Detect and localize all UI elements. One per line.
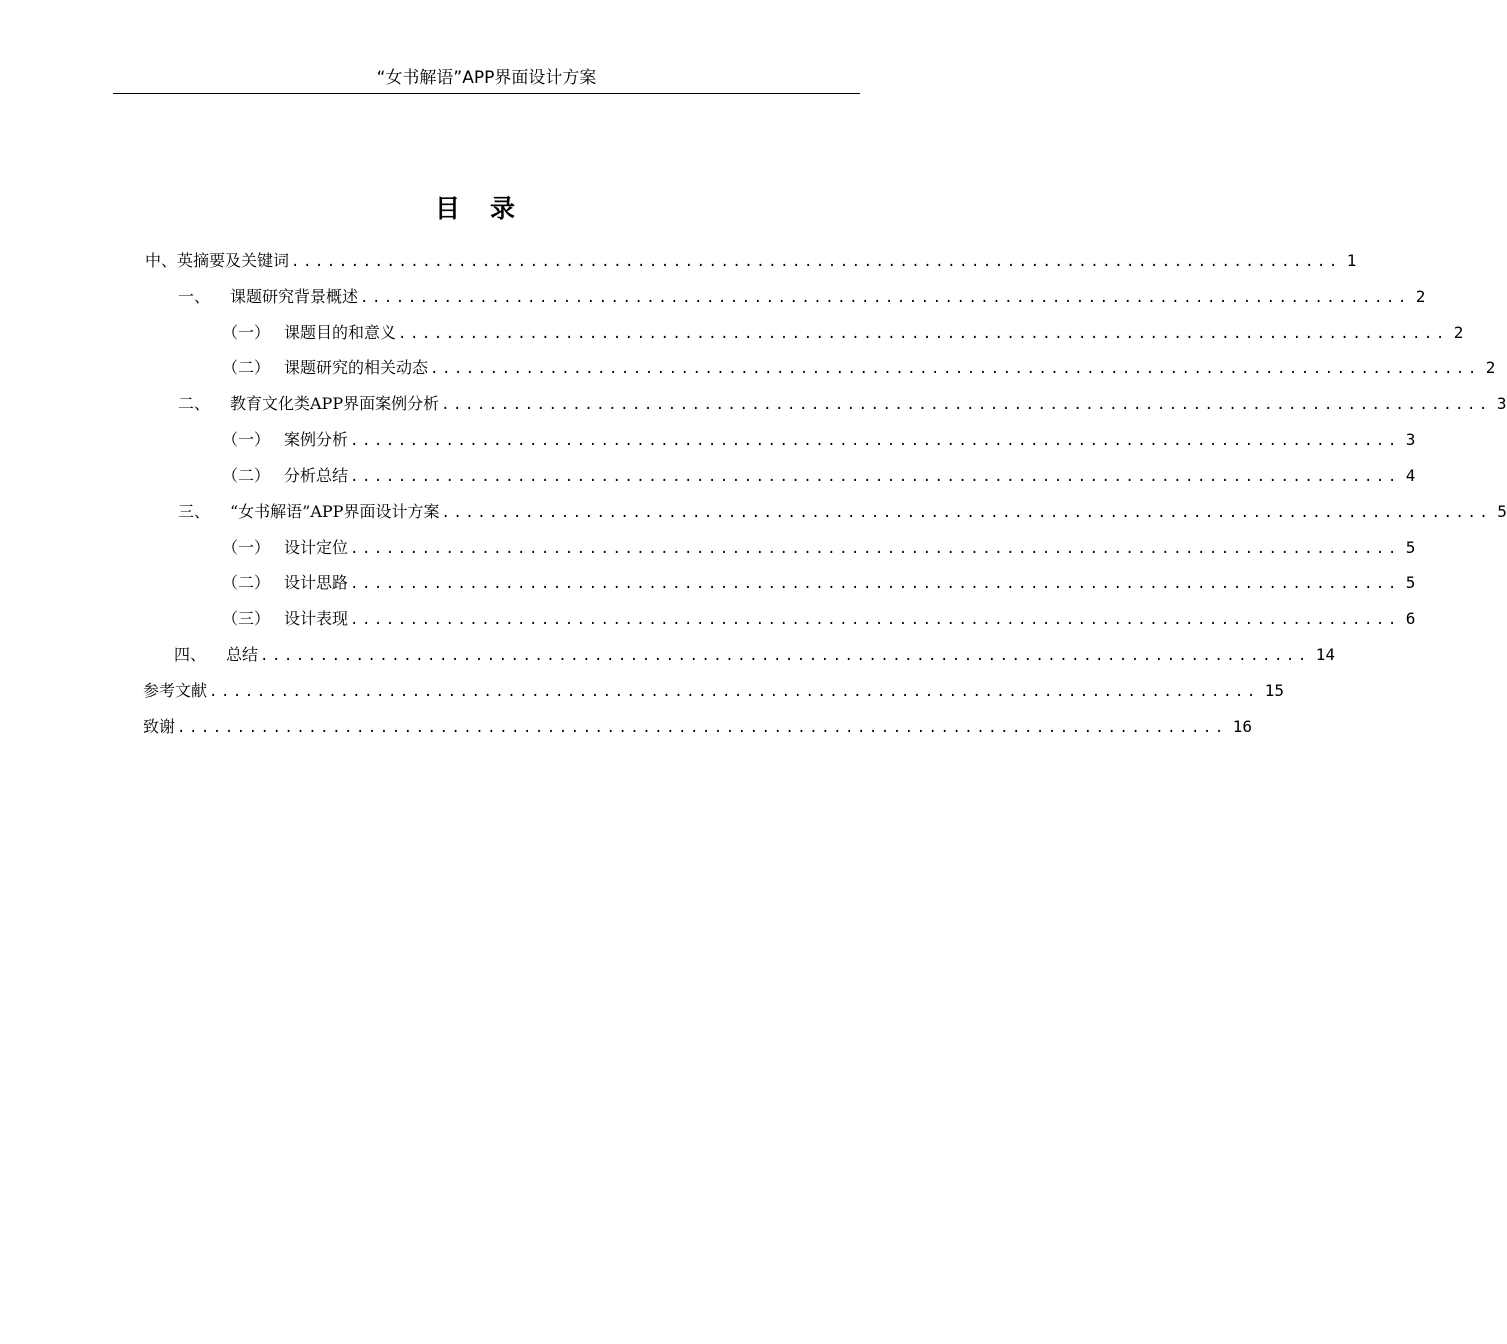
toc-entry-number: 二、 [178, 394, 211, 413]
toc-entry-label: 致谢 [143, 717, 176, 736]
toc-entry-label: 总结 [226, 645, 259, 664]
toc-entry-number: （一） [222, 323, 271, 342]
toc-leader-dots: ........................................................................................ [291, 254, 1341, 270]
toc-entry-label: 中、英摘要及关键词 [145, 251, 290, 270]
toc-entry-page: 5 [1497, 502, 1507, 521]
toc-leader-dots: ........................................................................................ [350, 433, 1400, 449]
toc-leader-dots: ........................................................................................ [441, 505, 1492, 521]
toc-entry-references[interactable] [143, 678, 1285, 704]
toc-entry-label: 课题研究背景概述 [230, 287, 359, 306]
toc-leader-dots: ........................................................................................ [350, 469, 1400, 485]
running-header: “女书解语”APP界面设计方案 [376, 68, 597, 88]
toc-title: 目录 [434, 194, 545, 223]
toc-entry-number: （三） [222, 609, 271, 628]
toc-entry-page: 14 [1315, 645, 1336, 664]
toc-entry-number: （二） [222, 466, 271, 485]
toc-leader-dots: ........................................................................................ [350, 541, 1400, 557]
toc-entry-page: 1 [1346, 251, 1357, 270]
toc-entry-page: 6 [1405, 609, 1416, 628]
toc-leader-dots: ........................................................................................ [260, 648, 1310, 664]
toc-entry-label: 参考文献 [143, 681, 208, 700]
toc-entry-label: 课题研究的相关动态 [284, 358, 429, 377]
toc-entry-label: 课题目的和意义 [284, 323, 397, 342]
toc-entry-number: （二） [222, 573, 271, 592]
toc-entry-page: 2 [1485, 358, 1496, 377]
toc-entry-number: （一） [222, 430, 271, 449]
toc-entry-number: （一） [222, 538, 271, 557]
toc-entry-section-3-3[interactable] [222, 606, 1416, 632]
toc-entry-acknowledgements[interactable] [143, 714, 1253, 740]
toc-leader-dots: ........................................................................................ [360, 290, 1410, 306]
toc-entry-page: 15 [1264, 681, 1285, 700]
toc-entry-label: “女书解语”APP界面设计方案 [230, 502, 440, 521]
toc-entry-label: 设计思路 [284, 573, 349, 592]
toc-entry-label: 案例分析 [284, 430, 349, 449]
toc-leader-dots: ........................................................................................ [209, 684, 1259, 700]
toc-leader-dots: ........................................................................................ [177, 720, 1227, 736]
toc-entry-section-1[interactable] [178, 284, 1426, 310]
toc-entry-section-1-1[interactable] [222, 320, 1464, 346]
toc-entry-section-4[interactable] [174, 642, 1336, 668]
toc-entry-page: 5 [1405, 538, 1416, 557]
toc-leader-dots: ........................................................................................ [430, 361, 1480, 377]
toc-entry-section-1-2[interactable] [222, 355, 1496, 381]
toc-entry-label: 教育文化类APP界面案例分析 [230, 394, 440, 413]
toc-entry-number: 三、 [178, 502, 211, 521]
toc-entry-section-3[interactable] [178, 499, 1507, 525]
toc-entry-number: 四、 [174, 645, 207, 664]
toc-leader-dots: ........................................................................................ [350, 576, 1400, 592]
toc-entry-page: 4 [1405, 466, 1416, 485]
toc-entry-page: 2 [1415, 287, 1426, 306]
toc-entry-page: 3 [1405, 430, 1416, 449]
toc-entry-number: （二） [222, 358, 271, 377]
header-divider [113, 93, 860, 94]
toc-entry-label: 设计定位 [284, 538, 349, 557]
toc-entry-page: 3 [1496, 394, 1507, 413]
toc-entry-label: 分析总结 [284, 466, 349, 485]
toc-entry-abstract[interactable] [145, 248, 1357, 274]
toc-leader-dots: ........................................................................................ [441, 397, 1491, 413]
toc-entry-page: 16 [1232, 717, 1253, 736]
toc-entry-label: 设计表现 [284, 609, 349, 628]
toc-entry-number: 一、 [178, 287, 211, 306]
toc-leader-dots: ........................................................................................ [398, 326, 1448, 342]
toc-entry-page: 2 [1453, 323, 1464, 342]
toc-leader-dots: ........................................................................................ [350, 612, 1400, 628]
toc-entry-section-3-1[interactable] [222, 535, 1416, 561]
toc-entry-page: 5 [1405, 573, 1416, 592]
toc-entry-section-3-2[interactable] [222, 570, 1416, 596]
toc-entry-section-2-1[interactable] [222, 427, 1416, 453]
toc-entry-section-2-2[interactable] [222, 463, 1416, 489]
toc-entry-section-2[interactable] [178, 391, 1507, 417]
